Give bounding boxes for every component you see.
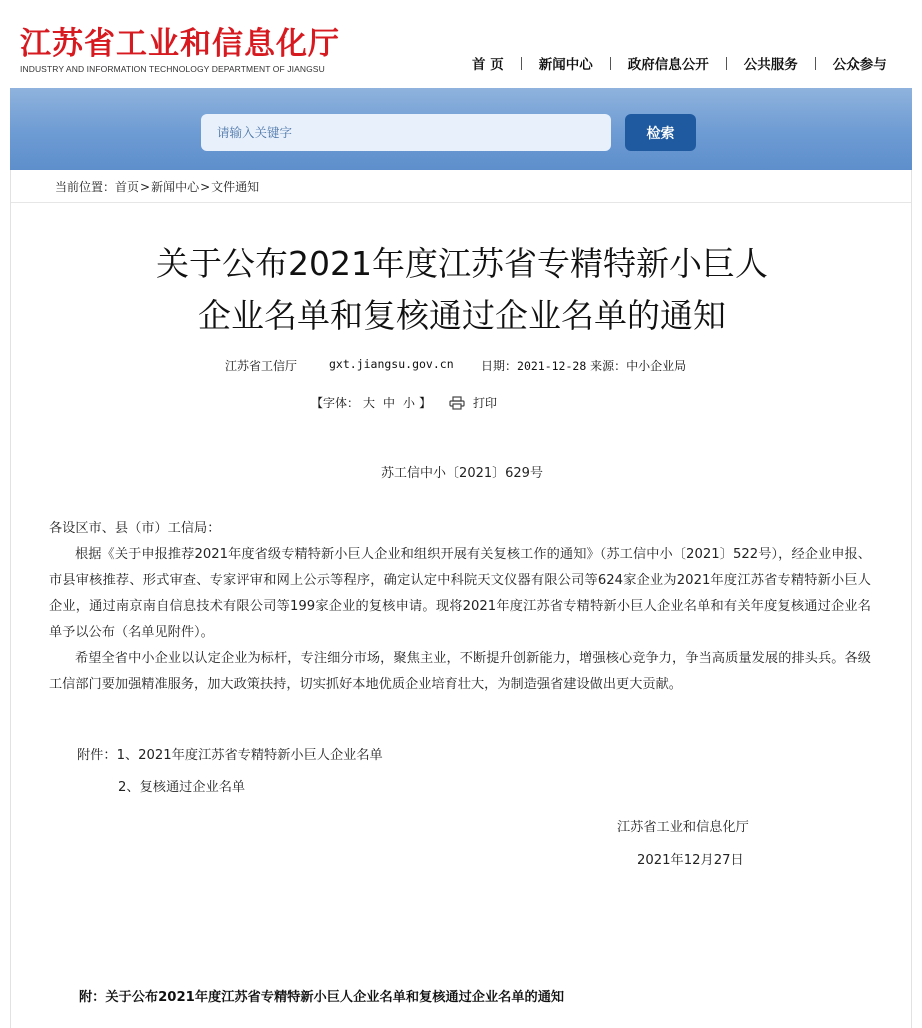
breadcrumb-separator: > (200, 180, 211, 194)
breadcrumb (55, 178, 259, 195)
font-size-selector (311, 394, 431, 411)
signature-block (617, 816, 749, 868)
article-container (10, 170, 912, 1028)
body-paragraph-2: 希望全省中小企业以认定企业为标杆，专注细分市场，聚焦主业，不断提升创新能力，增强核心竞争力，争当高质量发展的排头兵。各级工信部门要加强精准服务，加大政策扶持，切实抓好本地优质企业培育壮大，为制造强省建设做出更大贡献。 (49, 651, 871, 692)
site-logo-title[interactable]: 江苏省工业和信息化厅 (20, 26, 340, 62)
breadcrumb-prefix: 当前位置： (55, 180, 116, 194)
article-date-origin (481, 357, 686, 374)
printer-icon (449, 396, 465, 410)
nav-divider (726, 57, 727, 70)
breadcrumb-notices[interactable]: 文件通知 (211, 180, 260, 194)
date-label: 日期： (481, 359, 518, 373)
font-size-small[interactable]: 小 (403, 396, 416, 410)
attachments (77, 740, 383, 804)
font-size-medium[interactable]: 中 (383, 396, 396, 410)
article-title-line-1: 关于公布2021年度江苏省专精特新小巨人 (156, 244, 768, 283)
nav-item-participation[interactable]: 公众参与 (832, 57, 887, 73)
signature-org: 江苏省工业和信息化厅 (617, 820, 749, 835)
breadcrumb-separator: > (140, 180, 151, 194)
search-button[interactable]: 检索 (625, 114, 696, 151)
article-title (11, 238, 913, 342)
font-label-open: 【字体： (311, 396, 360, 410)
nav-divider (815, 57, 816, 70)
attachment-item-2[interactable]: 2、复核通过企业名单 (118, 780, 246, 795)
attachment-note-link[interactable]: 附：关于公布2021年度江苏省专精特新小巨人企业名单和复核通过企业名单的通知 (79, 990, 565, 1005)
breadcrumb-news[interactable]: 新闻中心 (151, 180, 200, 194)
document-number: 苏工信中小〔2021〕629号 (381, 466, 543, 481)
nav-item-public-service[interactable]: 公共服务 (743, 57, 798, 73)
attachment-item-1[interactable] (77, 740, 383, 772)
nav-item-home[interactable]: 首 页 (472, 57, 504, 73)
nav-divider (610, 57, 611, 70)
attachments-label: 附件： (77, 748, 117, 763)
main-nav (472, 53, 887, 73)
breadcrumb-home[interactable]: 首页 (115, 180, 140, 194)
body-paragraph-1: 根据《关于申报推荐2021年度省级专精特新小巨人企业和组织开展有关复核工作的通知》（苏工信中小〔2021〕522号），经企业申报、市县审核推荐、形式审查、专家评审和网上公示等程序，确定认定中科院天文仪器有限公司等624家企业为2021年度江苏省专精特新小巨人企业，通过南京南自信息技术有限公司等199家企业的复核申请。现将2021年度江苏省专精特新小巨人企业名单和有关年度复核通过企业名单予以公布（名单见附件）。 (49, 547, 871, 640)
article-source: 江苏省工信厅 (225, 359, 298, 373)
font-size-large[interactable]: 大 (363, 396, 376, 410)
salutation: 各设区市、县（市）工信局： (49, 521, 221, 536)
nav-item-news[interactable]: 新闻中心 (538, 57, 593, 73)
origin-label: 来源： (590, 359, 627, 373)
nav-divider (521, 57, 522, 70)
breadcrumb-divider (11, 202, 911, 203)
site-logo-subtitle: INDUSTRY AND INFORMATION TECHNOLOGY DEPARTMENT OF JIANGSU (20, 64, 325, 74)
article-origin: 中小企业局 (626, 359, 687, 373)
nav-item-gov-info[interactable]: 政府信息公开 (627, 57, 709, 73)
print-button[interactable] (449, 394, 497, 411)
search-banner (10, 88, 912, 170)
search-input[interactable] (201, 114, 611, 151)
signature-date: 2021年12月27日 (637, 853, 744, 868)
article-title-line-2: 企业名单和复核通过企业名单的通知 (198, 296, 726, 335)
article-date: 2021-12-28 (517, 359, 587, 373)
site-header (0, 0, 922, 88)
article-body (49, 516, 871, 698)
article-url: gxt.jiangsu.gov.cn (329, 357, 454, 371)
font-label-close: 】 (419, 396, 432, 410)
print-label: 打印 (473, 396, 498, 410)
attachment-1-title: 1、2021年度江苏省专精特新小巨人企业名单 (116, 748, 383, 763)
